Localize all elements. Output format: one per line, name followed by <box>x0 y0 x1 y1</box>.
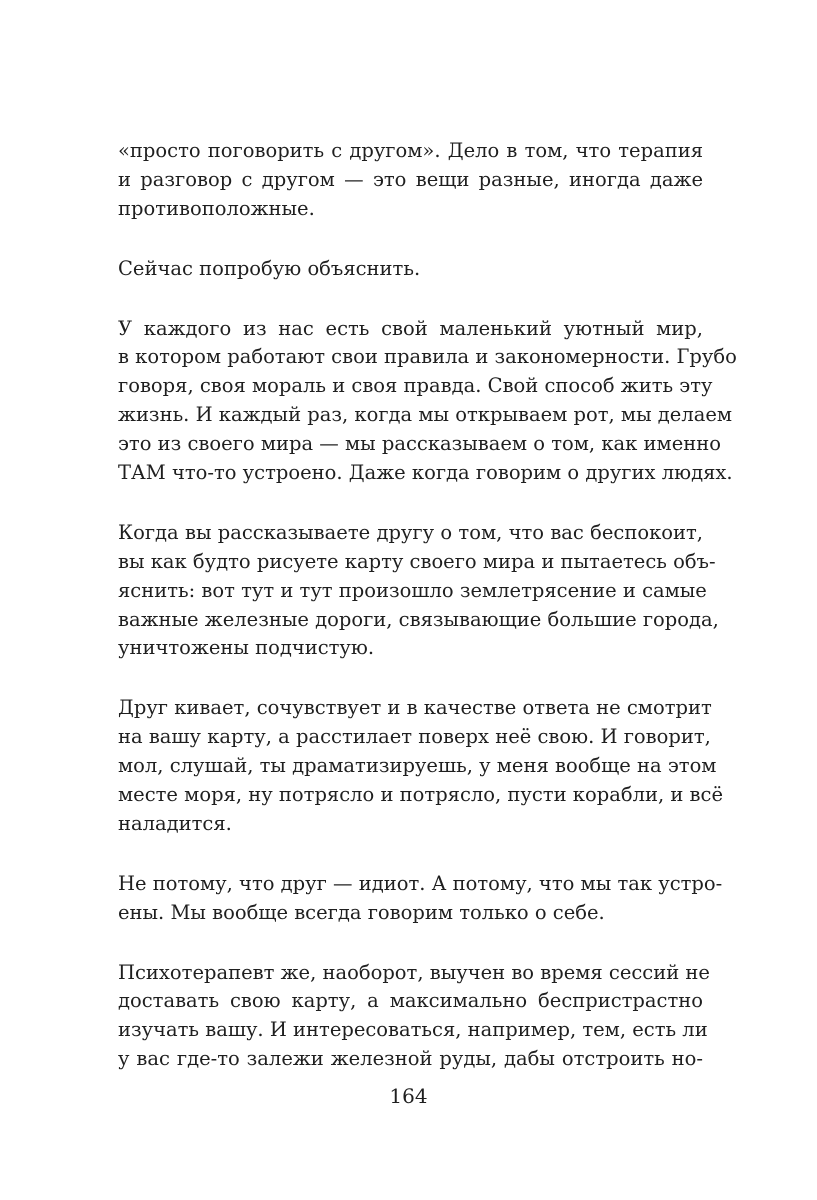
text-line: Сейчас попробую объяснить. <box>118 256 421 280</box>
paragraph <box>118 315 737 488</box>
page-number: 164 <box>389 1084 428 1108</box>
text-line: Психотерапевт же, наоборот, выучен во время сессий не <box>118 960 710 984</box>
paragraph <box>118 694 723 838</box>
text-line: на вашу карту, а расстилает поверх неё свою. И говорит, <box>118 725 711 749</box>
paragraph <box>118 870 723 928</box>
text-line: важные железные дороги, связывающие большие города, <box>118 607 719 631</box>
text-line: говоря, своя мораль и своя правда. Свой способ жить эту <box>118 374 713 398</box>
text-line: у вас где-то залежи железной руды, дабы отстроить но- <box>118 1047 703 1071</box>
text-line: противоположные. <box>118 196 315 220</box>
paragraph <box>118 519 719 663</box>
text-line: ены. Мы вообще всегда говорим только о себе. <box>118 900 605 924</box>
text-line: Не потому, что друг — идиот. А потому, что мы так устро- <box>118 871 723 895</box>
paragraph <box>118 255 703 284</box>
text-line: Когда вы рассказываете другу о том, что вас беспокоит, <box>118 520 703 544</box>
paragraph <box>118 959 710 1075</box>
text-line: вы как будто рисуете карту своего мира и пытаетесь объ- <box>118 549 716 573</box>
text-line: в котором работают свои правила и закономерности. Грубо <box>118 345 737 369</box>
text-line: изучать вашу. И интересоваться, например, тем, есть ли <box>118 1018 708 1042</box>
text-line: наладится. <box>118 811 232 835</box>
text-line: доставать свою карту, а максимально беспристрастно <box>118 989 703 1013</box>
text-line: уничтожены подчистую. <box>118 636 375 660</box>
text-line: яснить: вот тут и тут произошло землетрясение и самые <box>118 578 707 602</box>
text-line: месте моря, ну потрясло и потрясло, пусти корабли, и всё <box>118 783 723 807</box>
text-line: У каждого из нас есть свой маленький уютный мир, <box>118 316 703 340</box>
text-line: это из своего мира — мы рассказываем о том, как именно <box>118 432 721 456</box>
text-line: «просто поговорить с другом». Дело в том, что терапия <box>118 139 703 162</box>
text-line: мол, слушай, ты драматизируешь, у меня вообще на этом <box>118 754 717 778</box>
text-line: Друг кивает, сочувствует и в качестве ответа не смотрит <box>118 696 712 720</box>
text-line: и разговор с другом — это вещи разные, иногда даже <box>118 167 703 191</box>
paragraph <box>118 137 703 224</box>
page-body <box>118 137 737 1105</box>
text-line: жизнь. И каждый раз, когда мы открываем рот, мы делаем <box>118 403 733 427</box>
text-line: ТАМ что-то устроено. Даже когда говорим о других людях. <box>118 461 733 485</box>
